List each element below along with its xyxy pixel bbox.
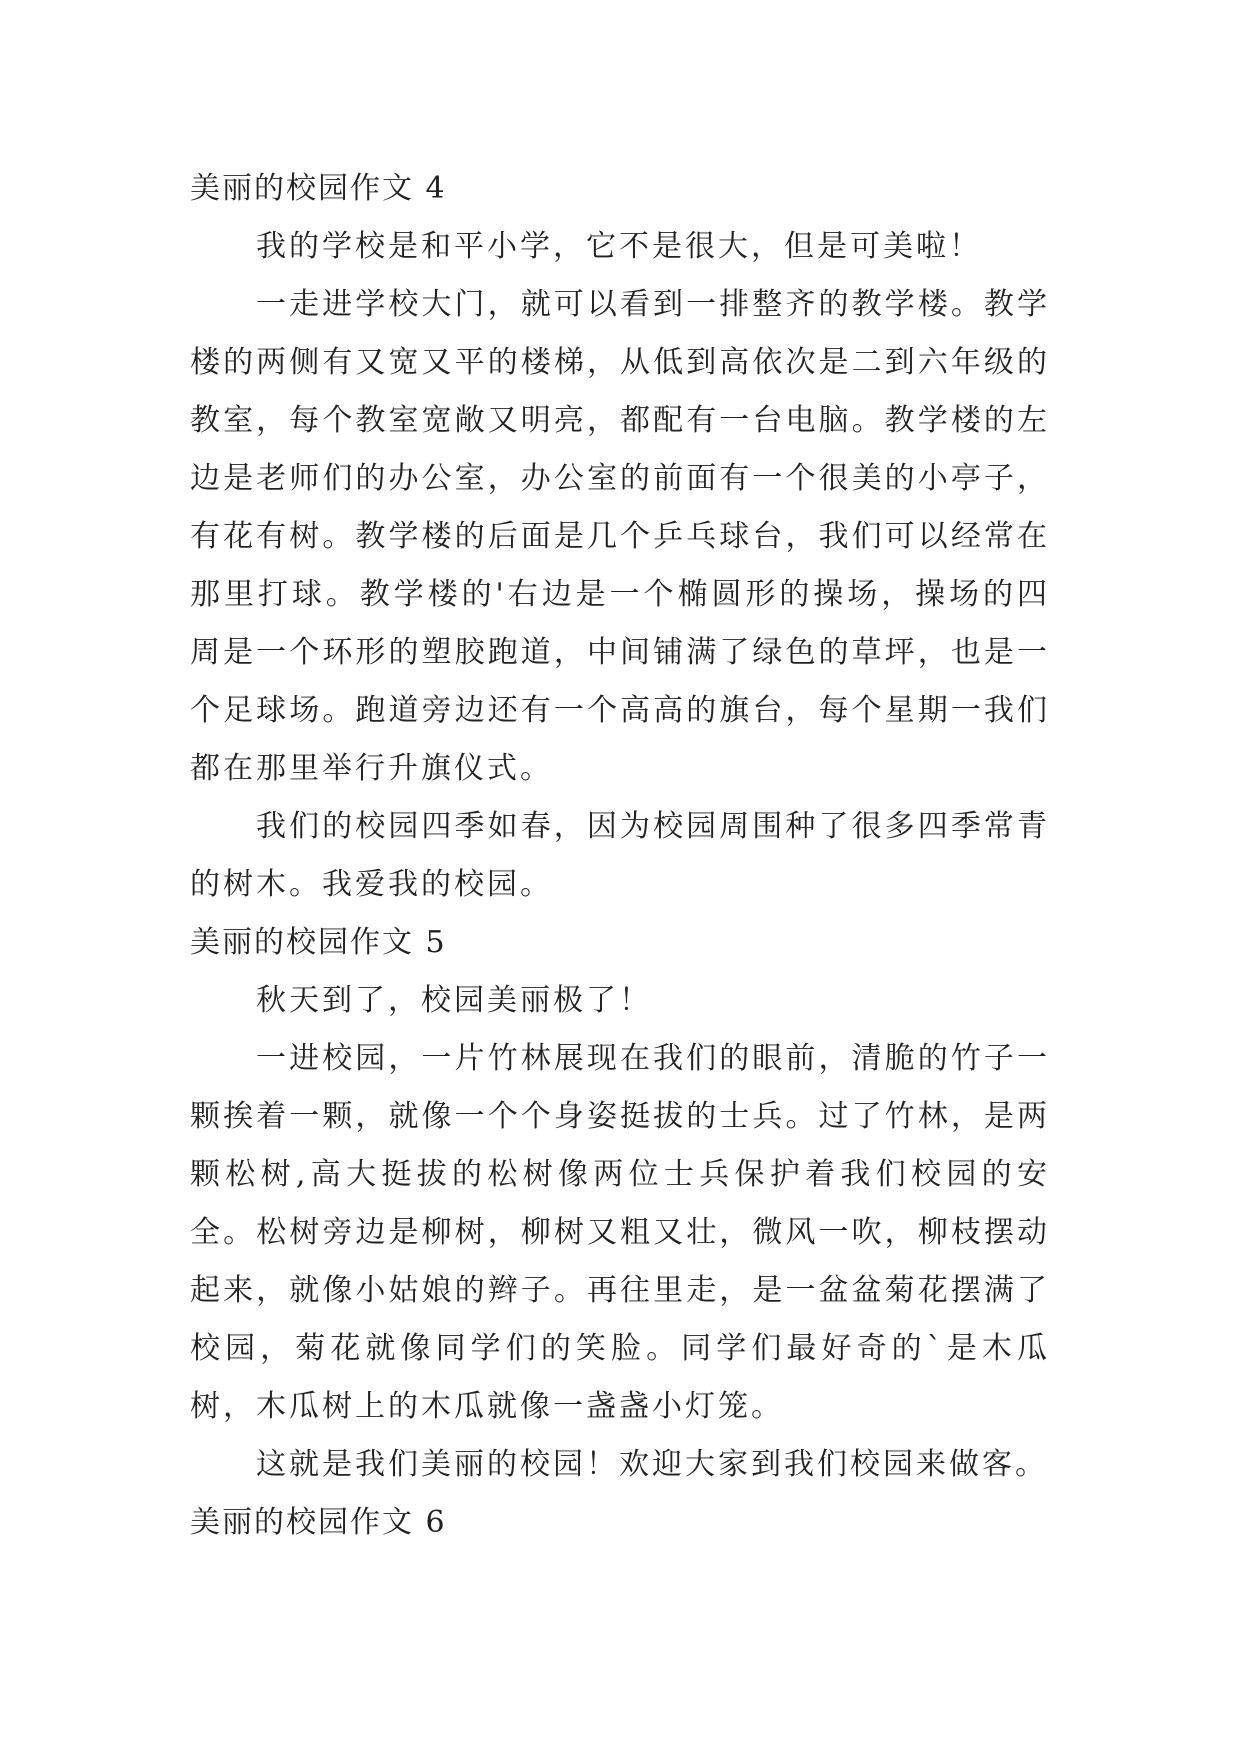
document-body <box>190 160 1050 1552</box>
paragraph: 一进校园，一片竹林展现在我们的眼前，清脆的竹子一颗挨着一颗，就像一个个身姿挺拔的士兵。过了竹林，是两颗松树,高大挺拔的松树像两位士兵保护着我们校园的安全。松树旁边是柳树，柳树又粗又壮，微风一吹，柳枝摆动起来，就像小姑娘的辫子。再往里走，是一盆盆菊花摆满了校园，菊花就像同学们的笑脸。同学们最好奇的`是木瓜树，木瓜树上的木瓜就像一盏盏小灯笼。 <box>190 1041 1050 1424</box>
paragraph: 这就是我们美丽的校园！欢迎大家到我们校园来做客。 <box>256 1447 1048 1482</box>
paragraph: 一走进学校大门，就可以看到一排整齐的教学楼。教学楼的两侧有又宽又平的楼梯，从低到高依次是二到六年级的教室，每个教室宽敞又明亮，都配有一台电脑。教学楼的左边是老师们的办公室，办公室的前面有一个很美的小亭子，有花有树。教学楼的后面是几个乒乓球台，我们可以经常在那里打球。教学楼的'右边是一个椭圆形的操场，操场的四周是一个环形的塑胶跑道，中间铺满了绿色的草坪，也是一个足球场。跑道旁边还有一个高高的旗台，每个星期一我们都在那里举行升旗仪式。 <box>190 287 1050 786</box>
section-heading-6: 美丽的校园作文 6 <box>190 1505 447 1540</box>
paragraph: 我们的校园四季如春，因为校园周围种了很多四季常青的树木。我爱我的校园。 <box>190 809 1050 902</box>
paragraph: 我的学校是和平小学，它不是很大，但是可美啦！ <box>256 229 982 264</box>
paragraph: 秋天到了，校园美丽极了！ <box>256 983 652 1018</box>
section-heading-5: 美丽的校园作文 5 <box>190 925 447 960</box>
section-heading-4: 美丽的校园作文 4 <box>190 171 447 206</box>
